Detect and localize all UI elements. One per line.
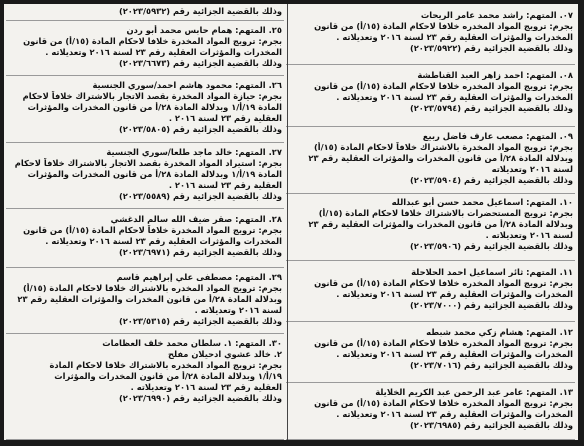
case-text-line: المخدرات والمؤثرات العقلية رقم ٢٣ لسنة ٢٠١٦ وتعديلاته .	[336, 92, 573, 102]
defendant-header: ١١. المتهم: ثائر اسماعيل احمد الحلاحلة	[411, 267, 573, 277]
case-text-line: المخدرات والمؤثرات العقلية رقم ٢٣ لسنة ٢٠١٦ وتعديلاته .	[45, 236, 282, 246]
case-text-line: المخدرات والمؤثرات العقلية رقم ٢٣ لسنة ٢٠١٦ وتعديلاته .	[336, 289, 573, 299]
case-entry	[6, 334, 284, 440]
case-text-line: وبدلالة المادة ٢٨/أ من قانون المخدرات والمؤثرات العقلية رقم ٢٣	[308, 153, 573, 163]
case-text-line: وذلك بالقضية الجزائية رقم (٢٠٢٣/٦٦٧٣)	[118, 58, 282, 68]
case-text-line: المخدرات والمؤثرات العقلية رقم ٢٣ لسنة ٢٠١٦ وتعديلاته .	[336, 32, 573, 42]
case-text-line: العقلية رقم ٢٣ لسنة ٢٠١٦ .	[168, 113, 282, 123]
case-text-line: وبدلالة المادة ٢٨/أ من قانون المخدرات والمؤثرات العقلية رقم ٢٣	[308, 219, 573, 229]
case-text-line: المخدرات والمؤثرات العقلية رقم ٢٣ لسنة ٢٠١٦ وتعديلاته .	[45, 47, 282, 57]
defendant-header: ٣٠. المتهم: ١. سلطان محمد خلف العظامات	[102, 338, 282, 348]
case-text-line: وبدلالة المادة ٢٨/أ من قانون المخدرات والمؤثرات العقلية رقم ٢٣	[17, 294, 282, 304]
case-text-line: ٢. خالد عشوي ادحيلان مفلح	[167, 349, 282, 359]
case-entry	[6, 21, 284, 76]
case-text-line: وذلك بالقضية الجزائية رقم (٢٠٢٣/٦٩٨٥)	[409, 420, 573, 430]
case-text-line: وذلك بالقضية الجزائية رقم (٢٠٢٣/٥٩٠٦)	[409, 241, 573, 251]
case-entry	[6, 76, 284, 143]
left-column	[6, 4, 284, 440]
case-text-line: المادة ١٩/أ/١ وبدلالة المادة ٢٨/أ من قانون المخدرات والمؤثرات	[27, 169, 282, 179]
case-entry	[286, 194, 575, 261]
case-text-line: بجرم: ترويج المواد المخدره خلافا لاحكام المادة (١٥/أ) من قانون	[314, 398, 573, 408]
column-divider	[287, 4, 288, 440]
case-text-line: بجرم: ترويج المستحضرات بالاشتراك خلافا لاحكام المادة (١٥/أ)	[318, 208, 573, 218]
defendant-header: ٠٩. المتهم: مصعب عارف فاضل ربيع	[422, 131, 573, 141]
case-text-line: بجرم: استيراد المواد المخدرة بقصد الاتجار بالاشتراك خلافاً لاحكام	[14, 158, 282, 168]
case-text-line: وذلك بالقضية الجزائية رقم (٢٠٢٣/٥٧٩٤)	[409, 103, 573, 113]
case-text-line: بجرم: ترويج المواد المخدرة بالاشتراك خلافاً لاحكام المادة (١٥/أ)	[313, 142, 573, 152]
case-text-line: بجرم: ترويج المواد المخدره خلافا لاحكام المادة (١٥/أ) من قانون	[314, 21, 573, 31]
case-entry	[6, 4, 284, 21]
case-text-line: وذلك بالقضية الجزائية رقم (٢٠٢٣/٥٩٠٤)	[409, 175, 573, 185]
case-text-line: بجرم: ترويج المواد المخدره خلافا لاحكام المادة (١٥/أ) من قانون	[314, 338, 573, 348]
case-text-line: وذلك بالقضية الجزائية رقم (٢٠٢٣/٥٥٨٩)	[118, 191, 282, 201]
case-entry	[6, 209, 284, 268]
defendant-header: ٠٨. المتهم: احمد زاهر العبد القناطشة	[417, 70, 573, 80]
case-text-line: وذلك بالقضية الجزائية رقم (٢٠٢٣/٥٩٢٢)	[409, 43, 573, 53]
case-entry	[286, 383, 575, 440]
defendant-header: ٢٧. المتهم: خالد ماجد طلعا/سوري الجنسية	[106, 147, 282, 157]
case-text-line: بجرم: ترويج المواد المخدره خلافا لاحكام المادة (١٥/أ) من قانون	[314, 81, 573, 91]
case-text-line: بجرم: ترويج المواد المخدرة خلافا لاحكام المادة (١٥/أ) من قانون	[23, 36, 282, 46]
case-text-line: المخدرات والمؤثرات العقلية رقم ٢٣ لسنة ٢٠١٦ وتعديلاته .	[336, 349, 573, 359]
defendant-header: ١٠. المتهم: اسماعيل محمد حسن أبو عبدالله	[391, 197, 573, 207]
case-text-line: لسنة ٢٠١٦ وتعديلاته	[491, 164, 573, 174]
case-text-line: وذلك بالقضية الجزائية رقم (٢٠٢٣/٥٩٣٢)	[118, 6, 282, 16]
newspaper-clipping	[4, 4, 578, 440]
case-entry	[286, 261, 575, 322]
case-entry	[286, 127, 575, 194]
defendant-header: ٢٩. المتهم: مصطفى علي إبراهيم قاسم	[116, 272, 282, 282]
defendant-header: ١٣. المتهم: عامر عبد الرحمن عبد الكريم الخلايلة	[375, 387, 573, 397]
defendant-header: ٢٨. المتهم: صقر ضيف الله سالم الدغشي	[110, 214, 282, 224]
case-text-line: بجرم: ترويج المواد المخدره بالاشتراك خلافا لاحكام المادة (١٥/أ)	[22, 283, 282, 293]
case-text-line: بجرم: ترويج المواد المخدره خلافا لاحكام المادة (١٥/أ) من قانون	[314, 278, 573, 288]
case-text-line: وذلك بالقضية الجزائية رقم (٢٠٢٣/٦٩٧١)	[118, 247, 282, 257]
case-text-line: وذلك بالقضية الجزائية رقم (٢٠٢٣/٧٠١٦)	[409, 360, 573, 370]
case-text-line: المخدرات والمؤثرات العقلية رقم ٢٣ لسنة ٢٠١٦ وتعديلاته .	[336, 409, 573, 419]
case-entry	[286, 65, 575, 127]
defendant-header: ٢٦. المتهم: محمود هاشم احمد/سوري الجنسية	[92, 80, 282, 90]
defendant-header: ١٢. المتهم: هشام زكي محمد شبطه	[426, 327, 573, 337]
right-column	[286, 4, 575, 440]
case-text-line: ١٩/أ/١ وبدلالة المادة ٢٨/أ من قانون المخدرات والمؤثرات	[54, 371, 282, 381]
case-text-line: وذلك بالقضية الجزائية رقم (٢٠٢٣/٥٨٠٥)	[118, 124, 282, 134]
case-text-line: المادة ١٩/أ/١ وبدلالة المادة ٢٨/أ من قانون المخدرات والمؤثرات	[27, 102, 282, 112]
case-text-line: العقلية رقم ٢٣ لسنة ٢٠١٦ وتعديلاته .	[130, 382, 282, 392]
case-entry	[6, 143, 284, 209]
case-text-line: وذلك بالقضية الجزائية رقم (٢٠٢٣/٥٣١٥)	[118, 316, 282, 326]
case-text-line: لسنة ٢٠١٦ وتعديلاته .	[485, 230, 573, 240]
case-entry	[286, 322, 575, 383]
case-text-line: وذلك بالقضية الجزائية رقم (٢٠٢٣/٧٠٠٠)	[409, 300, 573, 310]
case-text-line: لسنة ٢٠١٦ وتعديلاته .	[194, 305, 282, 315]
case-text-line: وذلك بالقضية الجزائية رقم (٢٠٢٣/٦٩٩٠)	[118, 393, 282, 403]
case-entry	[286, 4, 575, 65]
case-text-line: بجرم: ترويج المواد المخدرة خلافاً لاحكام المادة (١٥/أ) من قانون	[23, 225, 282, 235]
defendant-header: ٢٥. المتهم: همام حابس محمد أبو ردن	[126, 25, 282, 35]
defendant-header: ٠٧. المتهم: راشد محمد عامر الريحات	[420, 10, 573, 20]
case-entry	[6, 268, 284, 334]
case-text-line: بجرم: ترويج المواد المخدره بالاشتراك خلافا لاحكام المادة	[49, 360, 282, 370]
case-text-line: بجرم: حيازة المواد المخدرة بقصد الاتجار بالاشتراك خلافاً لاحكام	[22, 91, 282, 101]
case-text-line: العقلية رقم ٢٣ لسنة ٢٠١٦ .	[168, 180, 282, 190]
